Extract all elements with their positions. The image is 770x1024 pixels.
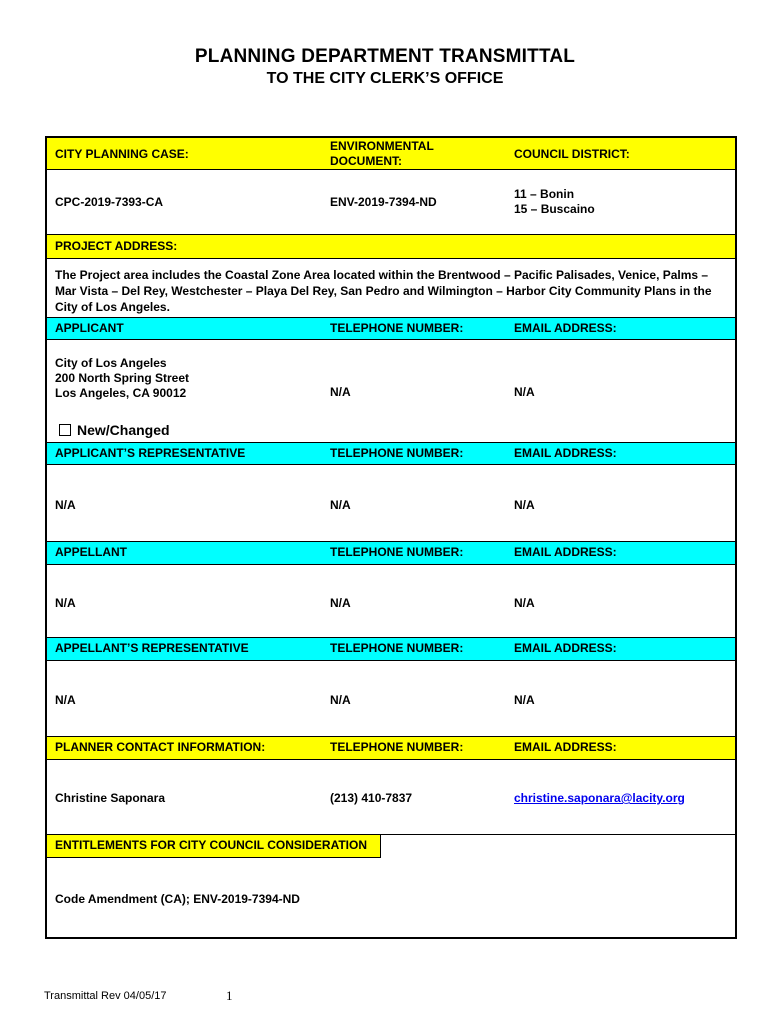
case-label: CITY PLANNING CASE:: [55, 147, 189, 161]
entitlements-value: Code Amendment (CA); ENV-2019-7394-ND: [55, 892, 300, 906]
applicant-rep-row: [47, 465, 735, 542]
applicant-address-line2: 200 North Spring Street: [55, 371, 190, 385]
appellant-name: N/A: [55, 596, 76, 610]
footer-revision: Transmittal Rev 04/05/17: [44, 990, 167, 1002]
applicant-label: APPLICANT: [55, 321, 124, 335]
appellant-tel-label: TELEPHONE NUMBER:: [330, 545, 464, 559]
new-changed-label: New/Changed: [77, 422, 170, 438]
planner-tel: (213) 410-7837: [330, 791, 413, 805]
appellant-rep-tel: N/A: [330, 693, 351, 707]
applicant-tel: N/A: [330, 385, 351, 399]
applicant-email-label: EMAIL ADDRESS:: [514, 321, 617, 335]
entitlements-header: [47, 835, 381, 858]
case-number: CPC-2019-7393-CA: [55, 195, 164, 209]
transmittal-form: [45, 136, 737, 939]
appellant-rep-email: N/A: [514, 693, 535, 707]
applicant-rep-tel-label: TELEPHONE NUMBER:: [330, 446, 464, 460]
appellant-rep-name: N/A: [55, 693, 76, 707]
appellant-tel: N/A: [330, 596, 351, 610]
applicant-rep-email-label: EMAIL ADDRESS:: [514, 446, 617, 460]
checkbox-square-icon[interactable]: [59, 424, 71, 436]
project-address-row: [47, 259, 735, 317]
project-address-text: The Project area includes the Coastal Zone Area located within the Brentwood – Pacific Palisades, Venice, Palms – Mar Vista – Del Rey, Westchester – Playa Del Rey, San Pedro and Wilmington – Harbor City Community Plans in the City of Los Angeles.: [55, 268, 712, 314]
planner-tel-label: TELEPHONE NUMBER:: [330, 740, 464, 754]
applicant-rep-name: N/A: [55, 498, 76, 512]
appellant-email: N/A: [514, 596, 535, 610]
page-title: PLANNING DEPARTMENT TRANSMITTAL: [194, 46, 576, 67]
council-district-2: 15 – Buscaino: [514, 202, 595, 216]
page-subtitle: TO THE CITY CLERK’S OFFICE: [266, 70, 504, 87]
footer-page-number: 1: [226, 988, 233, 1003]
appellant-header: [47, 542, 735, 565]
appellant-email-label: EMAIL ADDRESS:: [514, 545, 617, 559]
env-document-number: ENV-2019-7394-ND: [330, 195, 437, 209]
planner-row: [47, 760, 735, 835]
planner-email-link[interactable]: christine.saponara@lacity.org: [514, 791, 685, 805]
applicant-header: [47, 317, 735, 340]
appellant-rep-row: [47, 661, 735, 737]
appellant-label: APPELLANT: [55, 545, 127, 559]
appellant-rep-header: [47, 638, 735, 661]
applicant-email: N/A: [514, 385, 535, 399]
applicant-rep-email: N/A: [514, 498, 535, 512]
planner-header: [47, 737, 735, 760]
planner-label: PLANNER CONTACT INFORMATION:: [55, 740, 266, 754]
appellant-rep-email-label: EMAIL ADDRESS:: [514, 641, 617, 655]
entitlements-row: [47, 858, 735, 939]
applicant-address-line3: Los Angeles, CA 90012: [55, 386, 187, 400]
appellant-row: [47, 565, 735, 638]
project-address-label: PROJECT ADDRESS:: [55, 239, 178, 253]
appellant-rep-tel-label: TELEPHONE NUMBER:: [330, 641, 464, 655]
new-changed-checkbox[interactable]: [59, 422, 170, 438]
planner-name: Christine Saponara: [55, 791, 166, 805]
applicant-rep-header: [47, 442, 735, 465]
planner-email-label: EMAIL ADDRESS:: [514, 740, 617, 754]
appellant-rep-label: APPELLANT’S REPRESENTATIVE: [55, 641, 249, 655]
entitlements-label: ENTITLEMENTS FOR CITY COUNCIL CONSIDERATION: [55, 838, 368, 852]
applicant-address-line1: City of Los Angeles: [55, 356, 167, 370]
council-district-1: 11 – Bonin: [514, 187, 575, 201]
environmental-label-line1: ENVIRONMENTAL: [330, 139, 434, 153]
case-values-row: [47, 170, 735, 235]
project-address-header: [47, 235, 735, 259]
council-district-label: COUNCIL DISTRICT:: [514, 147, 630, 161]
applicant-rep-tel: N/A: [330, 498, 351, 512]
applicant-tel-label: TELEPHONE NUMBER:: [330, 321, 464, 335]
environmental-label-line2: DOCUMENT:: [330, 154, 402, 168]
case-header-row: [47, 138, 735, 170]
applicant-rep-label: APPLICANT’S REPRESENTATIVE: [55, 446, 246, 460]
